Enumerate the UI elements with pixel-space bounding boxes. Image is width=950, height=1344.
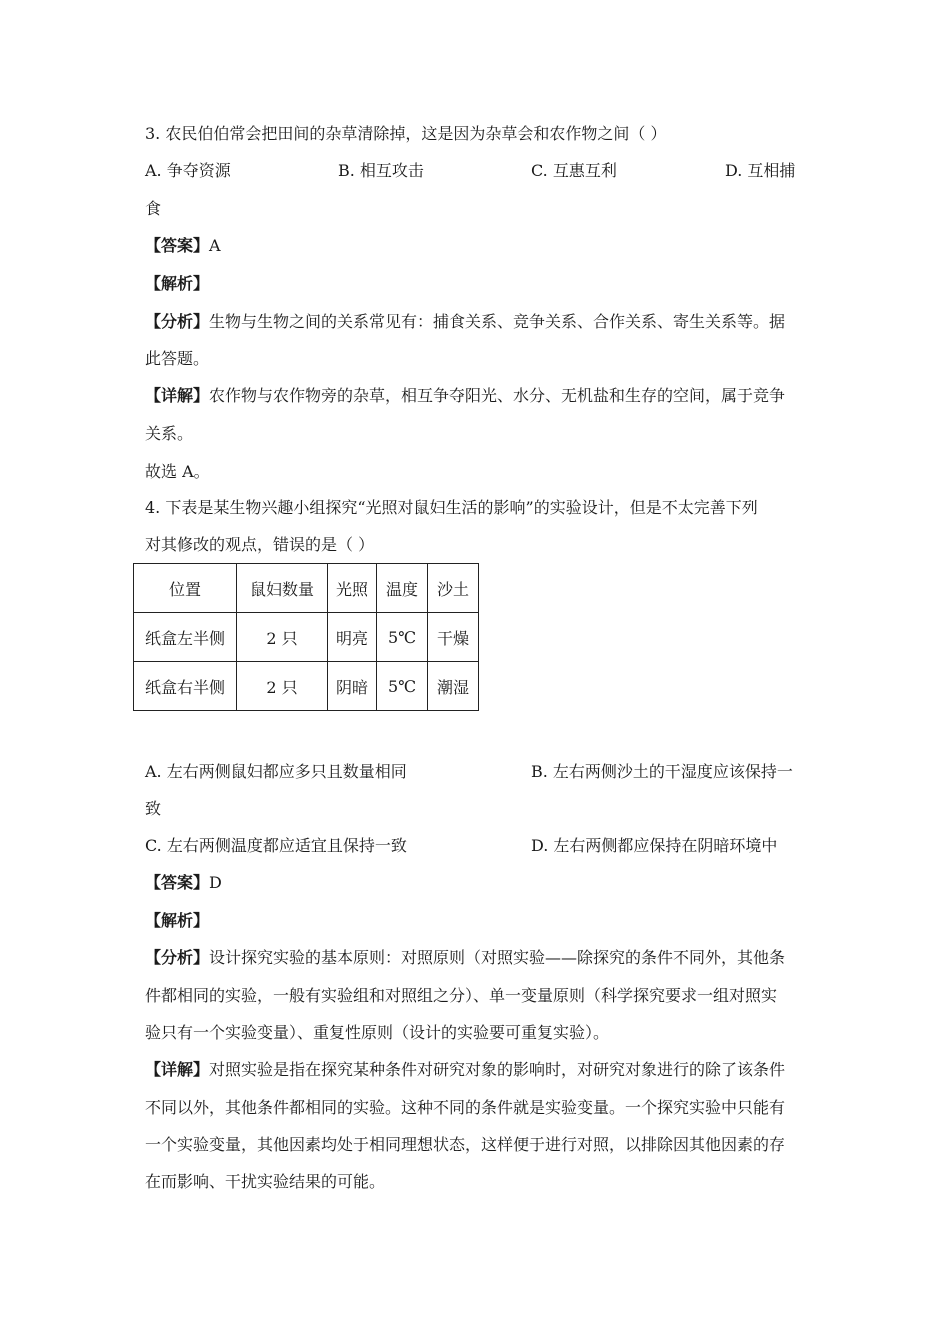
q3-fenxi-tag: 【分析】 [145,312,210,331]
table-row [134,613,479,662]
q3-answer-tag: 【答案】 [145,236,210,255]
q4-xiangjie-line1 [145,1059,785,1081]
table-header-cell: 沙土 [428,564,479,613]
q3-answer-line [145,235,221,257]
table-header-row [134,564,479,613]
table-header-cell: 位置 [134,564,237,613]
q4-xiangjie-line3: 一个实验变量，其他因素均处于相同理想状态，这样便于进行对照，以排除因其他因素的存 [145,1135,786,1154]
q4-fenxi-line2: 件都相同的实验，一般有实验组和对照组之分）、单一变量原则（科学探究要求一组对照实 [145,986,778,1005]
table-cell: 阴暗 [328,662,377,711]
q4-option-b-wrap: 致 [145,799,162,818]
q3-option-d: D. 互相捕 [725,161,796,180]
experiment-table [133,563,479,711]
q4-stem-line2: 对其修改的观点，错误的是（ ） [145,535,375,554]
q4-xiangjie-tag: 【详解】 [145,1060,210,1079]
q3-option-c: C. 互惠互利 [531,161,617,180]
q4-answer-line [145,872,222,894]
table-cell: 潮湿 [428,662,479,711]
q4-answer: D [209,873,222,892]
table-cell: 干燥 [428,613,479,662]
q3-xiangjie-line1 [145,385,785,407]
q4-xiangjie-line4: 在而影响、干扰实验结果的可能。 [145,1172,386,1191]
q4-xiangjie-text1: 对照实验是指在探究某种条件对研究对象的影响时，对研究对象进行的除了该条件 [209,1060,786,1079]
q4-fenxi-text1: 设计探究实验的基本原则：对照原则（对照实验——除探究的条件不同外，其他条 [209,948,786,967]
table-cell: 2 只 [237,662,328,711]
q3-conclusion: 故选 A。 [145,462,210,481]
q3-fenxi-line1 [145,311,785,333]
table-header-cell: 鼠妇数量 [237,564,328,613]
q3-answer: A [209,236,221,255]
q3-fenxi-line2: 此答题。 [145,349,210,368]
q4-fenxi-line3: 验只有一个实验变量）、重复性原则（设计的实验要可重复实验）。 [145,1023,610,1042]
q4-option-d: D. 左右两侧都应保持在阴暗环境中 [531,836,778,855]
q3-xiangjie-line2: 关系。 [145,424,194,443]
q4-stem-line1: 4. 下表是某生物兴趣小组探究“光照对鼠妇生活的影响”的实验设计，但是不太完善下列 [145,498,758,517]
q4-fenxi-tag: 【分析】 [145,948,210,967]
table-cell: 纸盒右半侧 [134,662,237,711]
table-cell: 5℃ [377,613,428,662]
q3-option-a: A. 争夺资源 [145,161,231,180]
q4-option-b: B. 左右两侧沙土的干湿度应该保持一 [531,762,793,781]
table-header-cell: 光照 [328,564,377,613]
q4-analysis-heading: 【解析】 [145,911,210,930]
q3-stem: 3. 农民伯伯常会把田间的杂草清除掉，这是因为杂草会和农作物之间（ ） [145,124,667,143]
table-header-cell: 温度 [377,564,428,613]
q3-option-b: B. 相互攻击 [338,161,424,180]
q3-xiangjie-tag: 【详解】 [145,386,210,405]
q4-fenxi-line1 [145,947,785,969]
table-cell: 明亮 [328,613,377,662]
table-cell: 2 只 [237,613,328,662]
q3-analysis-heading: 【解析】 [145,274,210,293]
q3-option-d-wrap: 食 [145,199,162,218]
q4-answer-tag: 【答案】 [145,873,210,892]
table-cell: 5℃ [377,662,428,711]
q3-fenxi-text1: 生物与生物之间的关系常见有：捕食关系、竞争关系、合作关系、寄生关系等。据 [209,312,786,331]
table-cell: 纸盒左半侧 [134,613,237,662]
q4-option-c: C. 左右两侧温度都应适宜且保持一致 [145,836,407,855]
q4-xiangjie-line2: 不同以外，其他条件都相同的实验。这种不同的条件就是实验变量。一个探究实验中只能有 [145,1098,786,1117]
table-row [134,662,479,711]
q3-xiangjie-text1: 农作物与农作物旁的杂草，相互争夺阳光、水分、无机盐和生存的空间，属于竞争 [209,386,786,405]
q4-option-a: A. 左右两侧鼠妇都应多只且数量相同 [145,762,407,781]
